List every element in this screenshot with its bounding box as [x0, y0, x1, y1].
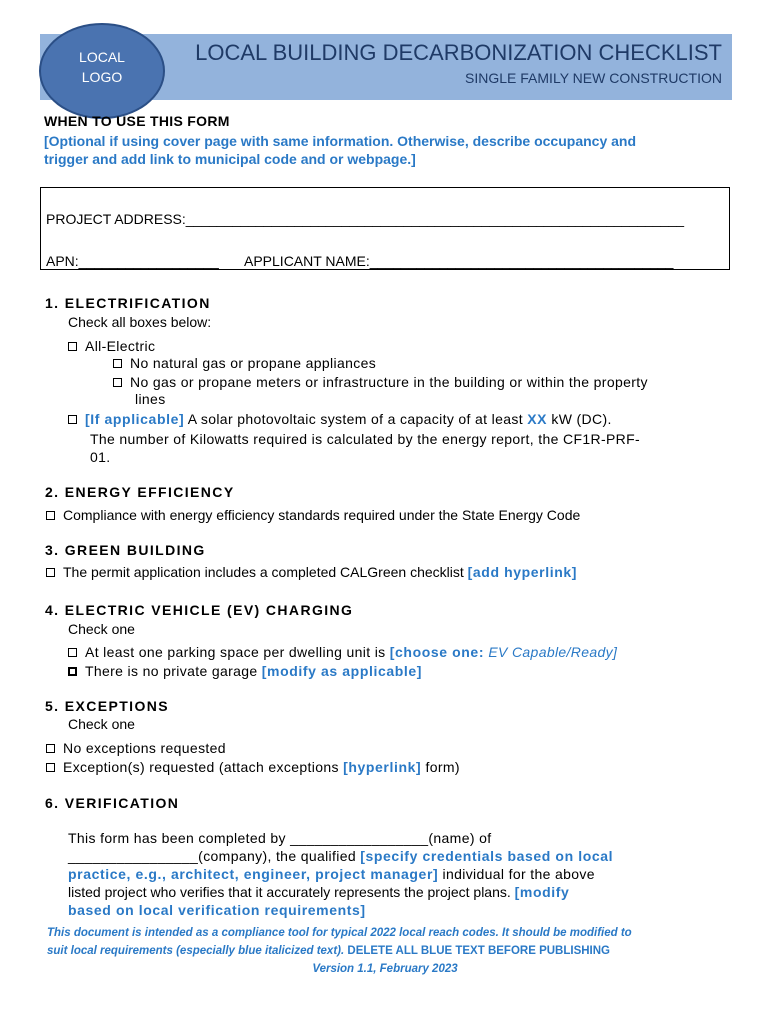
- calgreen-checkbox[interactable]: [46, 568, 55, 577]
- no-garage-label: There is no private garage: [85, 663, 258, 679]
- applicant-name-field[interactable]: APPLICANT NAME:_______________________________________: [244, 253, 674, 269]
- all-electric-item: [68, 338, 155, 354]
- verification-modify-tag: [modify: [514, 884, 570, 900]
- exceptions-hyperlink[interactable]: [hyperlink]: [343, 759, 422, 775]
- logo-line2: LOGO: [81, 69, 123, 85]
- no-exceptions-item: [46, 740, 226, 756]
- solar-pv-text: A solar photovoltaic system of a capacity of at least: [187, 411, 523, 427]
- solar-pv-item: [68, 411, 612, 427]
- exceptions-requested-label: Exception(s) requested (attach exceptions: [63, 759, 339, 775]
- ev-parking-label: At least one parking space per dwelling unit is: [85, 644, 386, 660]
- all-electric-checkbox[interactable]: [68, 342, 77, 351]
- solar-pv-checkbox[interactable]: [68, 415, 77, 424]
- section6-heading: 6. VERIFICATION: [45, 795, 180, 811]
- section1-heading: 1. ELECTRIFICATION: [45, 295, 211, 311]
- section4-instruction: Check one: [68, 621, 135, 637]
- section3-heading: 3. GREEN BUILDING: [45, 542, 206, 558]
- intro-heading: WHEN TO USE THIS FORM: [44, 113, 230, 129]
- no-gas-item: [113, 355, 376, 371]
- no-gas-checkbox[interactable]: [113, 359, 122, 368]
- solar-pv-line3: 01.: [90, 449, 111, 465]
- footer-version: Version 1.1, February 2023: [312, 963, 458, 975]
- local-logo: [39, 23, 165, 119]
- verification-credentials-tag: [specify credentials based on local: [360, 848, 614, 864]
- calgreen-item: [46, 564, 577, 580]
- solar-pv-line2: The number of Kilowatts required is calculated by the energy report, the CF1R-PRF-: [90, 431, 641, 447]
- section4-heading: 4. ELECTRIC VEHICLE (EV) CHARGING: [45, 602, 354, 618]
- calgreen-label: The permit application includes a completed CALGreen checklist: [63, 564, 464, 580]
- all-electric-label: All-Electric: [85, 338, 156, 354]
- section1-instruction: Check all boxes below:: [68, 314, 212, 330]
- solar-pv-unit: kW (DC).: [551, 411, 612, 427]
- section5-heading: 5. EXCEPTIONS: [45, 698, 170, 714]
- energy-compliance-item: [46, 507, 580, 523]
- verification-requirements-tag: based on local verification requirements]: [68, 902, 366, 918]
- verification-company: ________________(company), the qualified: [68, 848, 356, 864]
- solar-pv-tag: [If applicable]: [85, 411, 185, 427]
- exceptions-form-label: form): [425, 759, 460, 775]
- ev-parking-checkbox[interactable]: [68, 648, 77, 657]
- no-garage-tag: [modify as applicable]: [261, 663, 423, 679]
- verification-line4: [68, 884, 569, 900]
- calgreen-hyperlink[interactable]: [add hyperlink]: [467, 564, 578, 580]
- no-meters-item: [113, 374, 648, 390]
- verification-practice-tag: practice, e.g., architect, engineer, project manager]: [68, 866, 439, 882]
- section2-heading: 2. ENERGY EFFICIENCY: [45, 484, 235, 500]
- verification-line2: [68, 848, 613, 864]
- footer-line2: [47, 945, 610, 957]
- page-title: LOCAL BUILDING DECARBONIZATION CHECKLIST: [195, 40, 722, 65]
- energy-compliance-checkbox[interactable]: [46, 511, 55, 520]
- intro-note-line1: [Optional if using cover page with same information. Otherwise, describe occupancy and: [44, 133, 637, 149]
- verification-individual: individual for the above: [442, 866, 595, 882]
- no-garage-item: [68, 663, 422, 679]
- solar-pv-capacity: XX: [527, 411, 548, 427]
- ev-parking-item: [68, 644, 617, 660]
- verification-line3: [68, 866, 595, 882]
- project-address-field[interactable]: PROJECT ADDRESS:________________________________________________________________: [46, 211, 685, 227]
- exceptions-requested-item: [46, 759, 460, 775]
- apn-field[interactable]: APN:__________________: [46, 253, 219, 269]
- ev-choose-tag: [choose one:: [389, 644, 485, 660]
- no-exceptions-checkbox[interactable]: [46, 744, 55, 753]
- ev-option: EV Capable/Ready]: [488, 644, 618, 660]
- intro-note-line2: trigger and add link to municipal code and or webpage.]: [44, 151, 416, 167]
- verification-line1: This form has been completed by _________________(name) of: [68, 830, 492, 846]
- no-exceptions-label: No exceptions requested: [63, 740, 226, 756]
- no-meters-checkbox[interactable]: [113, 378, 122, 387]
- no-gas-label: No natural gas or propane appliances: [130, 355, 377, 371]
- logo-line1: LOCAL: [79, 49, 125, 65]
- footer-delete-note: DELETE ALL BLUE TEXT BEFORE PUBLISHING: [347, 945, 610, 957]
- no-meters-label-line2: lines: [135, 391, 166, 407]
- no-garage-checkbox[interactable]: [68, 667, 77, 676]
- page-subtitle: SINGLE FAMILY NEW CONSTRUCTION: [465, 70, 722, 86]
- energy-compliance-label: Compliance with energy efficiency standards required under the State Energy Code: [63, 507, 581, 523]
- footer-italic-note: suit local requirements (especially blue italicized text).: [47, 945, 345, 957]
- verification-represents: listed project who verifies that it accurately represents the project plans.: [68, 884, 511, 900]
- exceptions-requested-checkbox[interactable]: [46, 763, 55, 772]
- footer-line1: This document is intended as a compliance tool for typical 2022 local reach codes. It should be modified to: [47, 927, 632, 939]
- no-meters-label: No gas or propane meters or infrastructure in the building or within the property: [130, 374, 648, 390]
- section5-instruction: Check one: [68, 716, 135, 732]
